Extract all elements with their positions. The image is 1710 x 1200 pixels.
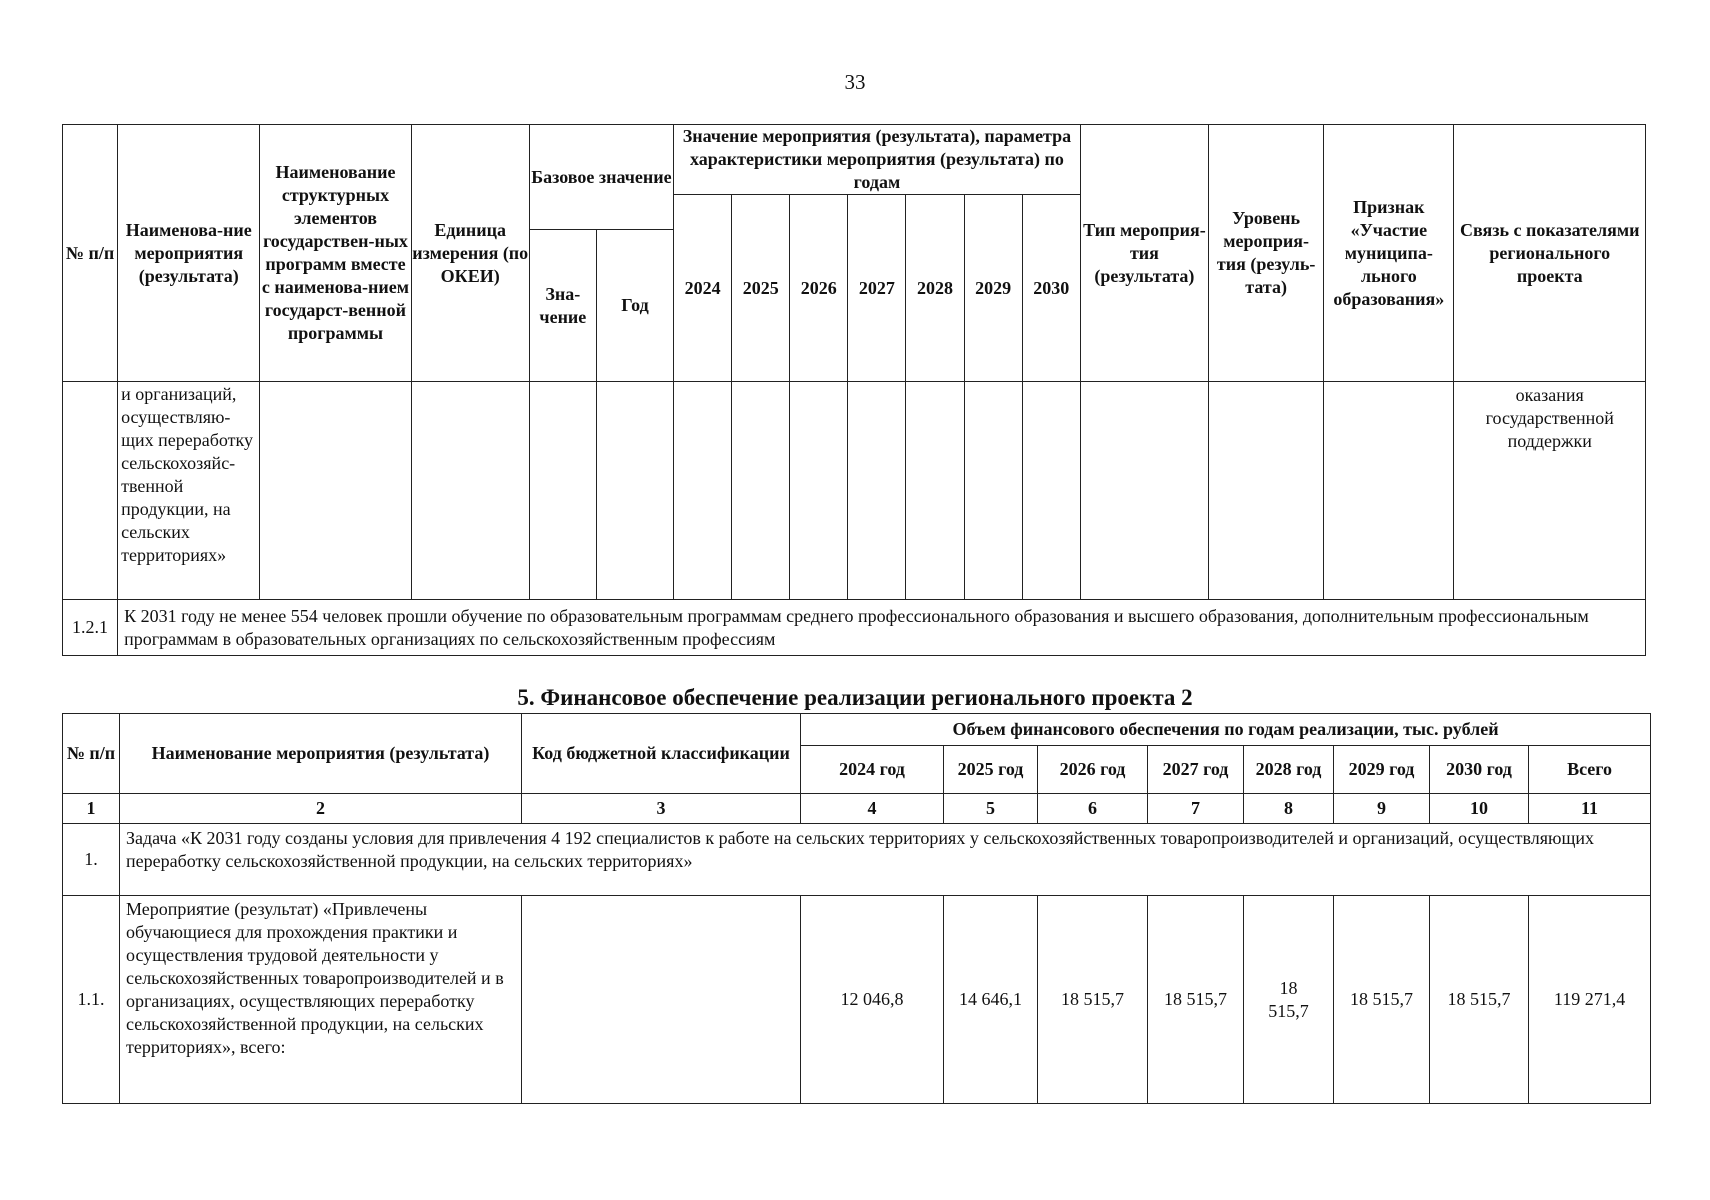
continuation-link: оказания государственной поддержки — [1454, 382, 1646, 600]
header-base-year: Год — [596, 230, 673, 382]
header-year: 2026 — [790, 195, 848, 382]
header-type: Тип мероприя-тия (результата) — [1080, 125, 1208, 382]
row-total: 119 271,4 — [1529, 896, 1651, 1104]
continuation-name: и организаций, осуществляю-щих переработку сельскохозяйс-твенной продукции, на сельских территориях» — [118, 382, 260, 600]
header-year: 2027 — [848, 195, 906, 382]
col-number: 10 — [1430, 794, 1529, 824]
fin-header-name: Наименование мероприятия (результата) — [120, 714, 522, 794]
row-value: 18 515,7 — [1244, 896, 1334, 1104]
task-text: Задача «К 2031 году созданы условия для привлечения 4 192 специалистов к работе на сельских территориях у сельскохозяйственных товаропроизводителей и организаций, осуществляющих переработку сельскохозяйственной продукции, на сельских территориях» — [120, 824, 1651, 896]
col-number: 1 — [63, 794, 120, 824]
row-value: 14 646,1 — [944, 896, 1038, 1104]
header-link: Связь с показателями регионального проекта — [1454, 125, 1646, 382]
col-number: 2 — [120, 794, 522, 824]
fin-header-year: 2025 год — [944, 746, 1038, 794]
col-number: 7 — [1148, 794, 1244, 824]
fin-header-year: 2029 год — [1334, 746, 1430, 794]
fin-header-year: 2027 год — [1148, 746, 1244, 794]
header-level: Уровень мероприя-тия (резуль-тата) — [1209, 125, 1324, 382]
row-num: 1.1. — [63, 896, 120, 1104]
header-year: 2030 — [1022, 195, 1080, 382]
header-num: № п/п — [63, 125, 118, 382]
task-row-text: К 2031 году не менее 554 человек прошли обучение по образовательным программам среднего профессионального образования и высшего образования, дополнительным профессиональным программам в образовательных организациях по сельскохозяйственным профессиям — [118, 600, 1646, 656]
header-municipal: Признак «Участие муниципа-льного образования» — [1324, 125, 1454, 382]
header-unit: Единица измерения (по ОКЕИ) — [411, 125, 529, 382]
header-values-group: Значение мероприятия (результата), параметра характеристики мероприятия (результата) по годам — [674, 125, 1081, 195]
col-number: 3 — [522, 794, 801, 824]
row-value: 18 515,7 — [1334, 896, 1430, 1104]
task-row-num: 1.2.1 — [63, 600, 118, 656]
row-code — [522, 896, 801, 1104]
indicators-table — [62, 124, 1646, 656]
header-base: Базовое значение — [529, 125, 673, 230]
fin-header-year: 2030 год — [1430, 746, 1529, 794]
row-value: 18 515,7 — [1430, 896, 1529, 1104]
fin-header-total: Всего — [1529, 746, 1651, 794]
header-year: 2029 — [964, 195, 1022, 382]
fin-header-year: 2028 год — [1244, 746, 1334, 794]
task-num: 1. — [63, 824, 120, 896]
row-value: 12 046,8 — [801, 896, 944, 1104]
col-number: 11 — [1529, 794, 1651, 824]
col-number: 8 — [1244, 794, 1334, 824]
row-value: 18 515,7 — [1038, 896, 1148, 1104]
header-base-value: Зна-чение — [529, 230, 596, 382]
col-number: 5 — [944, 794, 1038, 824]
col-number: 6 — [1038, 794, 1148, 824]
fin-header-num: № п/п — [63, 714, 120, 794]
header-year: 2028 — [906, 195, 964, 382]
row-name: Мероприятие (результат) «Привлечены обучающиеся для прохождения практики и осуществления трудовой деятельности у сельскохозяйственных товаропроизводителей и в организациях, осуществляющих переработку сельскохозяйственной продукции, на сельских территориях», всего: — [120, 896, 522, 1104]
header-year: 2024 — [674, 195, 732, 382]
header-year: 2025 — [732, 195, 790, 382]
page-number: 33 — [844, 70, 866, 94]
fin-header-year: 2026 год — [1038, 746, 1148, 794]
header-structural: Наименование структурных элементов государствен-ных программ вместе с наименова-нием государст-венной программы — [260, 125, 411, 382]
col-number: 4 — [801, 794, 944, 824]
section-title: 5. Финансовое обеспечение реализации регионального проекта 2 — [517, 685, 1193, 710]
row-value: 18 515,7 — [1148, 896, 1244, 1104]
fin-header-code: Код бюджетной классификации — [522, 714, 801, 794]
fin-header-volume: Объем финансового обеспечения по годам реализации, тыс. рублей — [801, 714, 1651, 746]
finance-table — [62, 713, 1651, 1104]
col-number: 9 — [1334, 794, 1430, 824]
fin-header-year: 2024 год — [801, 746, 944, 794]
header-name: Наименова-ние мероприятия (результата) — [118, 125, 260, 382]
